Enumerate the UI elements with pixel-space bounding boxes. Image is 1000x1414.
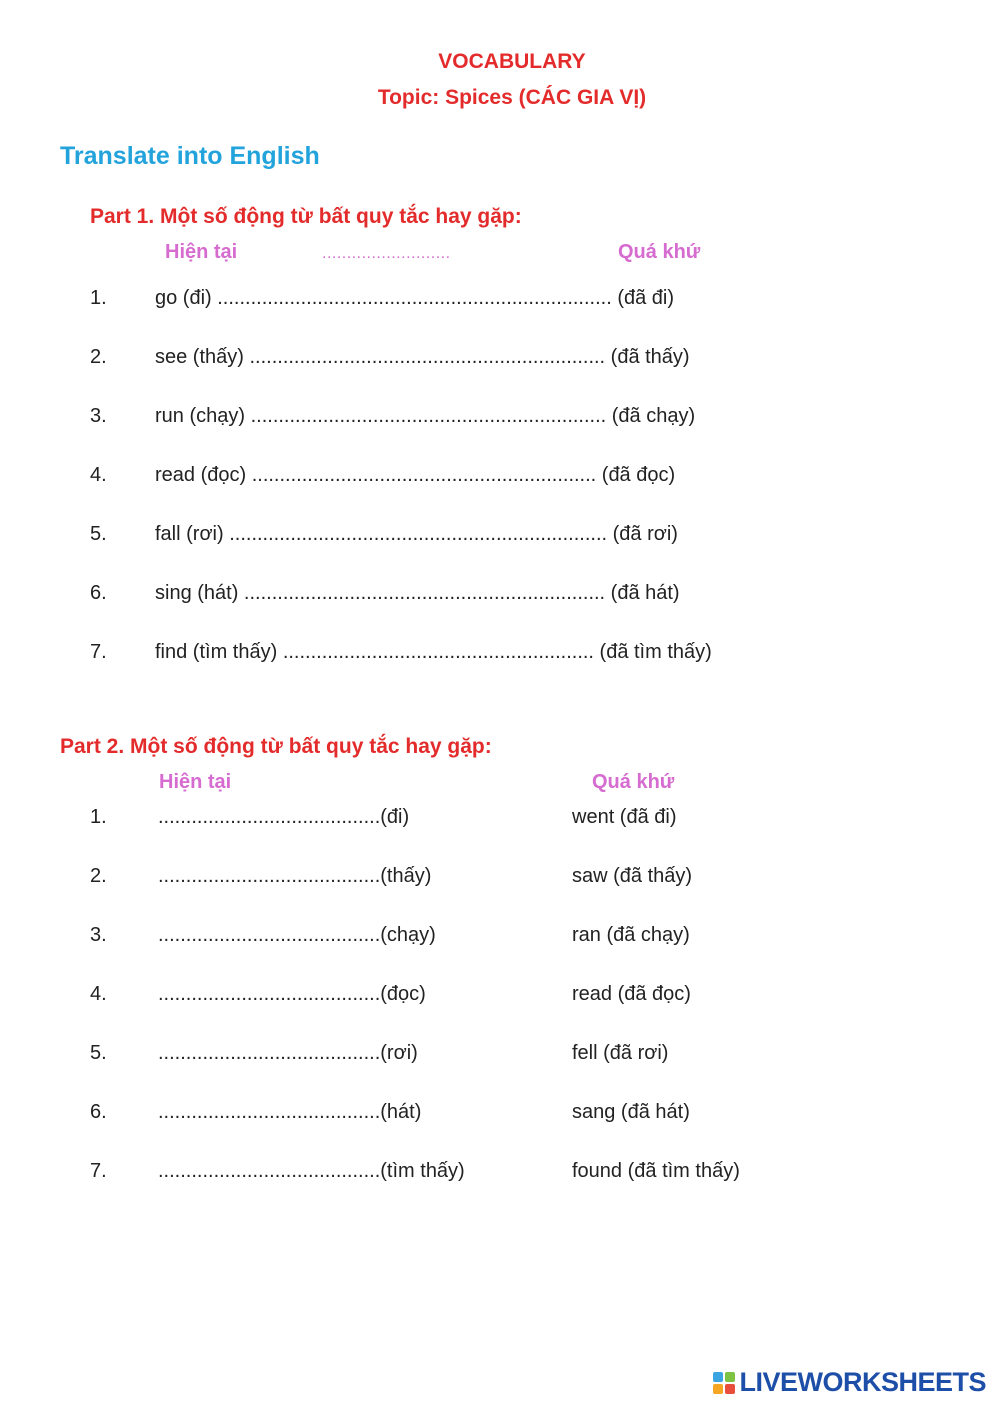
part1-row (0, 405, 1000, 433)
row-number: 6. (90, 582, 107, 604)
part2-row (0, 1042, 1000, 1070)
part2-row (0, 924, 1000, 952)
part1-row (0, 641, 1000, 669)
logo-tile (725, 1372, 735, 1382)
past-form: ran (đã chạy) (572, 924, 690, 946)
answer-line[interactable]: see (thấy) ................................................................ (đã thấy) (155, 346, 690, 368)
row-number: 7. (90, 1160, 107, 1182)
logo-tile (713, 1384, 723, 1394)
row-number: 5. (90, 523, 107, 545)
past-form: fell (đã rơi) (572, 1042, 669, 1064)
logo-tile (713, 1372, 723, 1382)
row-number: 4. (90, 464, 107, 486)
part2-row (0, 1160, 1000, 1188)
part1-heading: Part 1. Một số động từ bất quy tắc hay gặp: (90, 205, 522, 228)
row-number: 7. (90, 641, 107, 663)
row-number: 1. (90, 287, 107, 309)
logo-tiles-icon (713, 1372, 735, 1394)
answer-line[interactable]: run (chạy) ................................................................ (đã chạy) (155, 405, 696, 427)
worksheet-topic: Topic: Spices (CÁC GIA VỊ) (377, 86, 647, 109)
past-form: saw (đã thấy) (572, 865, 693, 887)
answer-blank[interactable]: ........................................(tìm thấy) (158, 1160, 465, 1182)
part1-col-past: Quá khứ (618, 241, 701, 263)
row-number: 5. (90, 1042, 107, 1064)
part2-row (0, 983, 1000, 1011)
answer-blank[interactable]: ........................................(đọc) (158, 983, 426, 1005)
part1-row (0, 523, 1000, 551)
part1-row (0, 464, 1000, 492)
answer-blank[interactable]: ........................................(rơi) (158, 1042, 418, 1064)
row-number: 3. (90, 924, 107, 946)
past-form: found (đã tìm thấy) (572, 1160, 740, 1182)
part1-row (0, 287, 1000, 315)
row-number: 1. (90, 806, 107, 828)
answer-blank[interactable]: ........................................(chạy) (158, 924, 436, 946)
answer-blank[interactable]: ........................................(thấy) (158, 865, 432, 887)
liveworksheets-logo (713, 1367, 986, 1398)
row-number: 2. (90, 865, 107, 887)
answer-line[interactable]: find (tìm thấy) ........................................................ (đã tìm thấy) (155, 641, 712, 663)
past-form: went (đã đi) (572, 806, 677, 828)
answer-line[interactable]: sing (hát) ................................................................. (đã hát) (155, 582, 680, 604)
part1-col-present: Hiện tại (165, 241, 238, 263)
worksheet-title: VOCABULARY (438, 50, 586, 73)
answer-line[interactable]: go (đi) ....................................................................... (đã đi) (155, 287, 675, 309)
part1-row (0, 346, 1000, 374)
row-number: 4. (90, 983, 107, 1005)
row-number: 2. (90, 346, 107, 368)
instruction-heading: Translate into English (60, 142, 320, 170)
logo-text: LIVEWORKSHEETS (739, 1367, 986, 1397)
part2-row (0, 806, 1000, 834)
row-number: 6. (90, 1101, 107, 1123)
part2-row (0, 1101, 1000, 1129)
part2-heading: Part 2. Một số động từ bất quy tắc hay gặp: (60, 735, 492, 758)
part2-row (0, 865, 1000, 893)
past-form: read (đã đọc) (572, 983, 691, 1005)
past-form: sang (đã hát) (572, 1101, 690, 1123)
part1-row (0, 582, 1000, 610)
answer-blank[interactable]: ........................................(đi) (158, 806, 410, 828)
part1-col-dots: .......................... (322, 245, 451, 262)
logo-tile (725, 1384, 735, 1394)
row-number: 3. (90, 405, 107, 427)
part2-col-past: Quá khứ (592, 771, 675, 793)
part2-col-present: Hiện tại (159, 771, 232, 793)
answer-blank[interactable]: ........................................(hát) (158, 1101, 422, 1123)
answer-line[interactable]: read (đọc) .............................................................. (đã đọc) (155, 464, 676, 486)
answer-line[interactable]: fall (rơi) .................................................................... (đã rơi) (155, 523, 678, 545)
